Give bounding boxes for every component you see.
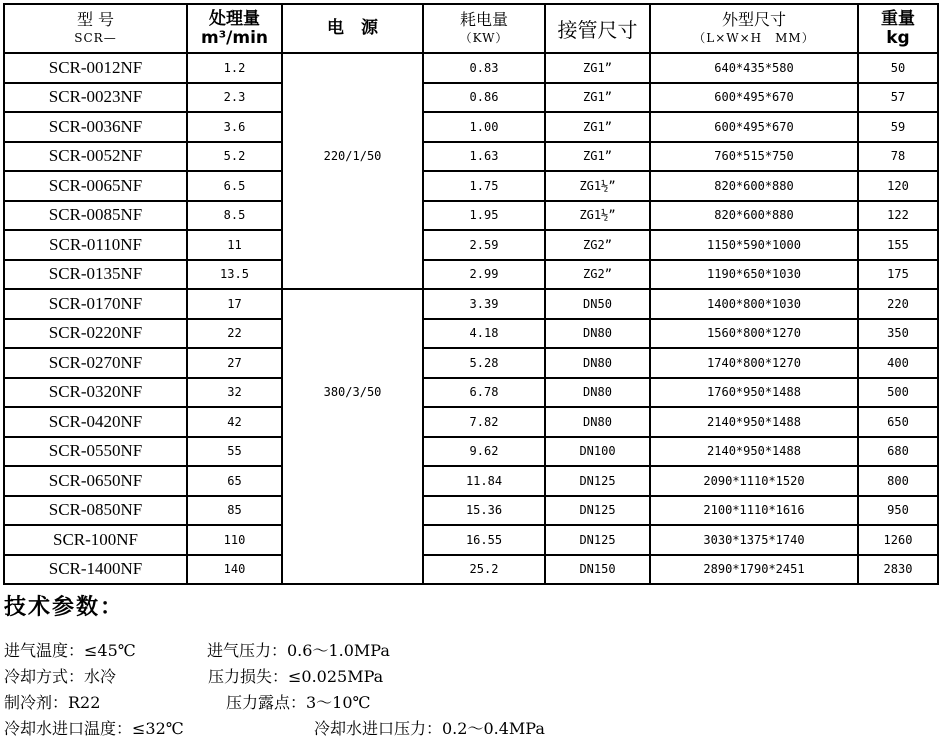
cell-dims: 1560*800*1270 <box>650 319 858 349</box>
cell-pipe: DN80 <box>545 348 650 378</box>
table-row <box>4 378 938 408</box>
table-row <box>4 407 938 437</box>
param-cooling-water-pressure: 冷却水进口压力：0.2～0.4MPa <box>314 719 545 738</box>
cell-model: SCR-0085NF <box>4 201 187 231</box>
cell-consumption: 9.62 <box>423 437 545 467</box>
cell-consumption: 7.82 <box>423 407 545 437</box>
cell-consumption: 2.99 <box>423 260 545 290</box>
cell-flow: 22 <box>187 319 282 349</box>
param-inlet-temp: 进气温度：≤45℃ <box>4 641 136 660</box>
cell-dims: 1190*650*1030 <box>650 260 858 290</box>
cell-power <box>282 201 423 231</box>
cell-model: SCR-0036NF <box>4 112 187 142</box>
cell-model: SCR-0110NF <box>4 230 187 260</box>
cell-flow: 140 <box>187 555 282 585</box>
cell-power <box>282 171 423 201</box>
cell-model: SCR-0135NF <box>4 260 187 290</box>
cell-model: SCR-0220NF <box>4 319 187 349</box>
cell-weight: 175 <box>858 260 938 290</box>
cell-dims: 760*515*750 <box>650 142 858 172</box>
cell-model: SCR-0270NF <box>4 348 187 378</box>
cell-pipe: DN80 <box>545 319 650 349</box>
cell-flow: 42 <box>187 407 282 437</box>
cell-pipe: DN50 <box>545 289 650 319</box>
cell-pipe: DN125 <box>545 525 650 555</box>
cell-dims: 2140*950*1488 <box>650 407 858 437</box>
cell-dims: 3030*1375*1740 <box>650 525 858 555</box>
cell-weight: 2830 <box>858 555 938 585</box>
cell-pipe: ZG1” <box>545 53 650 83</box>
cell-flow: 27 <box>187 348 282 378</box>
cell-pipe: DN150 <box>545 555 650 585</box>
cell-consumption: 25.2 <box>423 555 545 585</box>
table-row <box>4 437 938 467</box>
cell-power <box>282 319 423 349</box>
cell-power: 380/3/50 <box>282 378 423 408</box>
cell-power: 220/1/50 <box>282 142 423 172</box>
header-power-label: 电 源 <box>327 18 378 38</box>
cell-weight: 50 <box>858 53 938 83</box>
cell-flow: 3.6 <box>187 112 282 142</box>
cell-power <box>282 437 423 467</box>
cell-dims: 600*495*670 <box>650 112 858 142</box>
cell-weight: 1260 <box>858 525 938 555</box>
cell-consumption: 16.55 <box>423 525 545 555</box>
cell-power <box>282 83 423 113</box>
cell-flow: 17 <box>187 289 282 319</box>
cell-pipe: ZG1½” <box>545 201 650 231</box>
cell-consumption: 6.78 <box>423 378 545 408</box>
cell-weight: 800 <box>858 466 938 496</box>
cell-dims: 1150*590*1000 <box>650 230 858 260</box>
cell-flow: 32 <box>187 378 282 408</box>
header-dims-line1: 外型尺寸 <box>721 9 786 29</box>
cell-dims: 1400*800*1030 <box>650 289 858 319</box>
table-row <box>4 319 938 349</box>
cell-pipe: DN125 <box>545 466 650 496</box>
table-row <box>4 112 938 142</box>
header-model-line2: SCR— <box>74 30 117 45</box>
cell-dims: 640*435*580 <box>650 53 858 83</box>
param-dew-point: 压力露点：3～10℃ <box>226 693 371 712</box>
cell-power <box>282 289 423 319</box>
cell-weight: 57 <box>858 83 938 113</box>
cell-flow: 2.3 <box>187 83 282 113</box>
table-row <box>4 260 938 290</box>
table-body <box>4 53 938 584</box>
cell-model: SCR-0065NF <box>4 171 187 201</box>
header-consumption-line1: 耗电量 <box>459 9 508 29</box>
cell-flow: 1.2 <box>187 53 282 83</box>
header-model-line1: 型 号 <box>76 9 115 29</box>
table-row <box>4 53 938 83</box>
param-cooling-method: 冷却方式：水冷 <box>4 667 117 686</box>
table-row <box>4 496 938 526</box>
cell-pipe: DN80 <box>545 378 650 408</box>
cell-power <box>282 112 423 142</box>
cell-consumption: 1.63 <box>423 142 545 172</box>
param-cooling-water-temp: 冷却水进口温度：≤32℃ <box>4 719 184 738</box>
param-refrigerant: 制冷剂：R22 <box>4 693 101 712</box>
cell-consumption: 4.18 <box>423 319 545 349</box>
table-row <box>4 201 938 231</box>
cell-dims: 2890*1790*2451 <box>650 555 858 585</box>
cell-dims: 1740*800*1270 <box>650 348 858 378</box>
cell-pipe: ZG2” <box>545 230 650 260</box>
cell-weight: 680 <box>858 437 938 467</box>
header-weight-line2: kg <box>886 27 910 48</box>
cell-pipe: DN80 <box>545 407 650 437</box>
table-row <box>4 230 938 260</box>
cell-dims: 820*600*880 <box>650 171 858 201</box>
cell-weight: 400 <box>858 348 938 378</box>
header-weight-line1: 重量 <box>881 8 915 29</box>
cell-power <box>282 466 423 496</box>
cell-consumption: 1.95 <box>423 201 545 231</box>
cell-consumption: 3.39 <box>423 289 545 319</box>
cell-flow: 55 <box>187 437 282 467</box>
cell-model: SCR-100NF <box>4 525 187 555</box>
header-weight <box>858 4 938 53</box>
cell-flow: 13.5 <box>187 260 282 290</box>
header-pipe <box>545 4 650 53</box>
cell-dims: 2090*1110*1520 <box>650 466 858 496</box>
header-consumption-line2: （KW） <box>459 30 509 45</box>
cell-weight: 650 <box>858 407 938 437</box>
param-inlet-pressure: 进气压力：0.6～1.0MPa <box>207 641 390 660</box>
cell-power <box>282 348 423 378</box>
cell-pipe: ZG1” <box>545 83 650 113</box>
table-row <box>4 525 938 555</box>
cell-consumption: 11.84 <box>423 466 545 496</box>
cell-consumption: 0.86 <box>423 83 545 113</box>
cell-pipe: DN125 <box>545 496 650 526</box>
header-dims-line2: （L×W×H MM） <box>693 30 815 45</box>
cell-power <box>282 496 423 526</box>
cell-model: SCR-0012NF <box>4 53 187 83</box>
cell-flow: 6.5 <box>187 171 282 201</box>
cell-flow: 65 <box>187 466 282 496</box>
section-title: 技术参数： <box>4 595 125 620</box>
table-row <box>4 348 938 378</box>
cell-model: SCR-0650NF <box>4 466 187 496</box>
cell-weight: 950 <box>858 496 938 526</box>
cell-pipe: ZG1½” <box>545 171 650 201</box>
cell-model: SCR-0170NF <box>4 289 187 319</box>
cell-model: SCR-0320NF <box>4 378 187 408</box>
cell-flow: 5.2 <box>187 142 282 172</box>
cell-power <box>282 525 423 555</box>
cell-model: SCR-0052NF <box>4 142 187 172</box>
cell-weight: 350 <box>858 319 938 349</box>
cell-dims: 2100*1110*1616 <box>650 496 858 526</box>
table-row <box>4 466 938 496</box>
header-flow-line1: 处理量 <box>209 8 260 29</box>
header-row <box>4 4 938 53</box>
table-row <box>4 142 938 172</box>
cell-power <box>282 407 423 437</box>
cell-power <box>282 230 423 260</box>
cell-flow: 8.5 <box>187 201 282 231</box>
cell-weight: 122 <box>858 201 938 231</box>
table-row <box>4 83 938 113</box>
cell-pipe: DN100 <box>545 437 650 467</box>
cell-power <box>282 53 423 83</box>
cell-model: SCR-0420NF <box>4 407 187 437</box>
table-row <box>4 171 938 201</box>
cell-pipe: ZG1” <box>545 112 650 142</box>
header-power <box>282 4 423 53</box>
header-model <box>4 4 187 53</box>
table-row <box>4 289 938 319</box>
cell-weight: 120 <box>858 171 938 201</box>
cell-consumption: 0.83 <box>423 53 545 83</box>
cell-consumption: 1.00 <box>423 112 545 142</box>
cell-pipe: ZG2” <box>545 260 650 290</box>
param-pressure-loss: 压力损失：≤0.025MPa <box>208 667 384 686</box>
cell-consumption: 5.28 <box>423 348 545 378</box>
cell-weight: 78 <box>858 142 938 172</box>
cell-model: SCR-0023NF <box>4 83 187 113</box>
cell-consumption: 2.59 <box>423 230 545 260</box>
cell-weight: 220 <box>858 289 938 319</box>
cell-dims: 820*600*880 <box>650 201 858 231</box>
cell-consumption: 1.75 <box>423 171 545 201</box>
cell-weight: 155 <box>858 230 938 260</box>
header-flow-line2: m³/min <box>200 27 268 48</box>
cell-dims: 600*495*670 <box>650 83 858 113</box>
spec-table <box>3 3 939 585</box>
cell-power <box>282 260 423 290</box>
cell-model: SCR-1400NF <box>4 555 187 585</box>
cell-model: SCR-0850NF <box>4 496 187 526</box>
cell-power <box>282 555 423 585</box>
cell-weight: 59 <box>858 112 938 142</box>
cell-model: SCR-0550NF <box>4 437 187 467</box>
cell-flow: 85 <box>187 496 282 526</box>
header-pipe-label: 接管尺寸 <box>557 18 638 42</box>
cell-weight: 500 <box>858 378 938 408</box>
header-consumption <box>423 4 545 53</box>
cell-consumption: 15.36 <box>423 496 545 526</box>
table-row <box>4 555 938 585</box>
cell-dims: 1760*950*1488 <box>650 378 858 408</box>
cell-dims: 2140*950*1488 <box>650 437 858 467</box>
header-flow <box>187 4 282 53</box>
cell-flow: 110 <box>187 525 282 555</box>
cell-pipe: ZG1” <box>545 142 650 172</box>
cell-flow: 11 <box>187 230 282 260</box>
header-dims <box>650 4 858 53</box>
